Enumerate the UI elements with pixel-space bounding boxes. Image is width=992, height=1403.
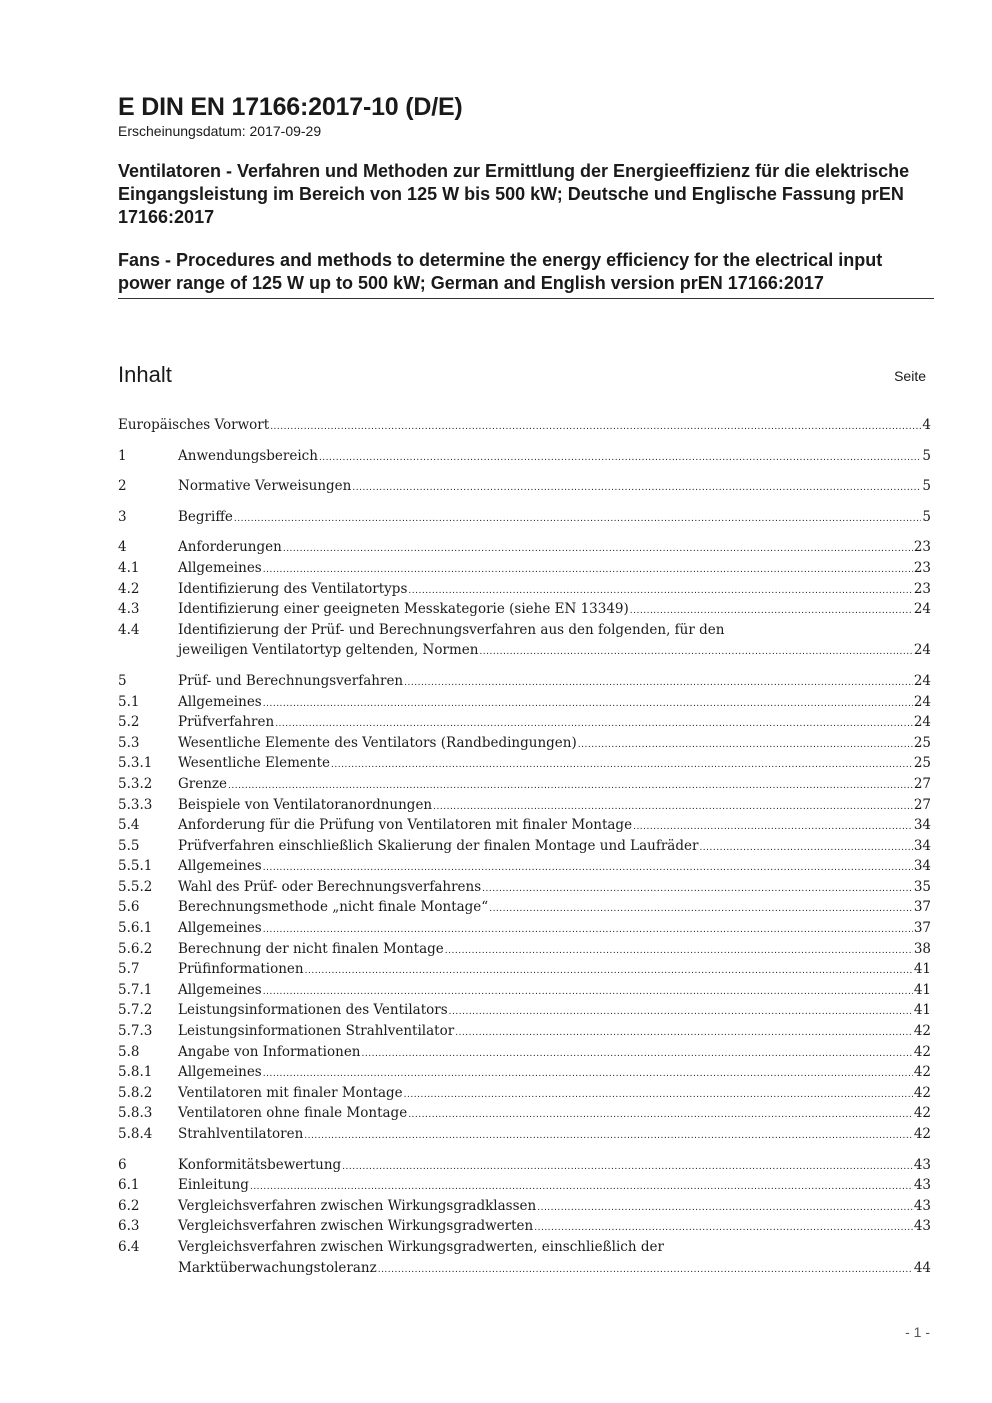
toc-entry-number: 5.8.4 — [118, 1126, 153, 1142]
dot-leader — [633, 815, 913, 838]
toc-entry-number: 5.5 — [118, 837, 140, 854]
toc-entry-line — [118, 415, 931, 438]
toc-entry-title: Allgemeines — [178, 559, 262, 576]
toc-entry[interactable] — [118, 733, 931, 754]
toc-entry-title: Allgemeines — [178, 981, 262, 998]
dot-leader — [263, 918, 913, 941]
toc-entry-number: 5.3.1 — [118, 755, 153, 772]
dot-leader — [404, 671, 913, 694]
toc-entry-page: 24 — [913, 642, 931, 659]
toc-entry-page: 27 — [913, 796, 931, 813]
dot-leader — [404, 1083, 913, 1106]
toc-entry-title: Anwendungsbereich — [178, 447, 318, 464]
toc-entry-number: 6.1 — [118, 1177, 140, 1194]
dot-leader — [263, 980, 913, 1003]
toc-entry-line — [178, 753, 931, 776]
toc-entry[interactable] — [118, 415, 931, 436]
toc-entry-title: Allgemeines — [178, 920, 262, 937]
toc-entry-title: Prüf- und Berechnungsverfahren — [178, 672, 404, 689]
toc-entry[interactable] — [118, 537, 931, 558]
toc-entry[interactable] — [118, 1042, 931, 1063]
toc-entry-continuation[interactable] — [118, 640, 931, 661]
toc-entry[interactable] — [118, 836, 931, 857]
toc-entry-title: Prüfverfahren einschließlich Skalierung der finalen Montage und Laufräder — [178, 837, 699, 854]
toc-entry-title: Prüfinformationen — [178, 961, 304, 978]
toc-entry-title: Strahlventilatoren — [178, 1126, 304, 1142]
dot-leader — [699, 836, 912, 859]
toc-entry-page: 42 — [913, 1043, 931, 1060]
toc-entry[interactable] — [118, 1021, 931, 1042]
toc-entry-line — [178, 446, 931, 469]
toc-entry-page: 43 — [913, 1218, 931, 1235]
toc-entry[interactable] — [118, 877, 931, 898]
toc-entry-number: 6 — [118, 1156, 127, 1173]
toc-entry-title: Vergleichsverfahren zwischen Wirkungsgradwerten — [178, 1218, 534, 1235]
dot-leader — [534, 1216, 913, 1239]
toc-entry-number: 5.6.2 — [118, 940, 153, 957]
dot-leader — [228, 774, 913, 797]
toc-entry-line — [178, 733, 931, 756]
toc-entry-line — [178, 1042, 931, 1065]
toc-entry[interactable] — [118, 620, 931, 641]
toc-entry-title: Wesentliche Elemente des Ventilators (Randbedingungen) — [178, 734, 577, 751]
toc-entry-line — [178, 980, 931, 1003]
dot-leader — [378, 1258, 913, 1281]
toc-entry-page: 44 — [913, 1259, 931, 1276]
toc-page-label: Seite — [894, 368, 926, 384]
toc-entry-line — [178, 795, 931, 818]
toc-entry-title-continued: Marktüberwachungstoleranz — [178, 1259, 377, 1276]
dot-leader — [445, 939, 913, 962]
dot-leader — [537, 1196, 913, 1219]
toc-entry-line — [178, 640, 931, 663]
toc-entry-number: 5.7.1 — [118, 981, 153, 998]
toc-entry-line — [178, 1000, 931, 1023]
toc-entry-number: 5.8 — [118, 1043, 140, 1060]
toc-entry-title: Identifizierung des Ventilatortyps — [178, 580, 408, 597]
toc-entry-page: 4 — [922, 417, 931, 433]
toc-entry-title: Ventilatoren mit finaler Montage — [178, 1084, 403, 1101]
dot-leader — [283, 537, 913, 560]
toc-entry-number: 6.2 — [118, 1197, 140, 1214]
toc-entry-number: 5.7 — [118, 961, 140, 978]
toc-entry-title: Konformitätsbewertung — [178, 1156, 342, 1173]
toc-entry[interactable] — [118, 507, 931, 528]
toc-entry-page: 43 — [913, 1177, 931, 1194]
dot-leader — [630, 599, 913, 622]
toc-entry[interactable] — [118, 918, 931, 939]
toc-entry-page: 23 — [913, 559, 931, 576]
toc-entry-page: 5 — [922, 508, 931, 525]
dot-leader — [331, 753, 913, 776]
dot-leader — [449, 1000, 913, 1023]
dot-leader — [263, 856, 913, 879]
toc-entry-page: 43 — [913, 1156, 931, 1173]
toc-entry[interactable] — [118, 1124, 931, 1145]
toc-entry-page: 25 — [913, 734, 931, 751]
toc-entry-title: Allgemeines — [178, 693, 262, 710]
toc-entry-number: 5.8.1 — [118, 1064, 153, 1081]
toc-entry-line — [178, 1196, 931, 1219]
toc-entry[interactable] — [118, 1237, 931, 1258]
toc-entry-title: Allgemeines — [178, 1064, 262, 1081]
toc-entry[interactable] — [118, 856, 931, 877]
dot-leader — [263, 692, 913, 715]
toc-entry[interactable] — [118, 795, 931, 816]
dot-leader — [479, 640, 912, 663]
dot-leader — [275, 712, 913, 735]
toc-entry-page: 27 — [913, 775, 931, 792]
toc-entry-title: Leistungsinformationen des Ventilators — [178, 1002, 448, 1019]
toc-entry-line — [178, 1083, 931, 1106]
toc-entry-page: 43 — [913, 1197, 931, 1214]
toc-entry-number: 5.7.2 — [118, 1002, 153, 1019]
toc-entry-number: 3 — [118, 508, 127, 525]
toc-entry[interactable] — [118, 1155, 931, 1176]
toc-entry-number: 6.3 — [118, 1218, 140, 1235]
title-english: Fans - Procedures and methods to determine the energy efficiency for the electrical input power range of 125 W up to 500 kW; German and English version prEN 17166:2017 — [118, 250, 883, 293]
toc-entry-title: Ventilatoren ohne finale Montage — [178, 1105, 408, 1122]
document-id: E DIN EN 17166:2017-10 (D/E) — [118, 93, 463, 121]
dot-leader — [489, 897, 913, 920]
toc-entry[interactable] — [118, 1196, 931, 1217]
toc-entry-page: 42 — [913, 1064, 931, 1081]
table-of-contents — [118, 415, 931, 1278]
toc-entry[interactable] — [118, 712, 931, 733]
toc-entry[interactable] — [118, 1062, 931, 1083]
toc-entry-title: Begriffe — [178, 508, 233, 525]
toc-entry-line — [178, 476, 931, 499]
toc-entry-number: 4.3 — [118, 601, 140, 618]
toc-entry-title: Anforderung für die Prüfung von Ventilatoren mit finaler Montage — [178, 817, 633, 834]
toc-entry-page: 5 — [922, 478, 931, 495]
toc-entry-page: 35 — [913, 878, 931, 895]
toc-entry-title: Allgemeines — [178, 858, 262, 875]
toc-entry-line — [178, 692, 931, 715]
dot-leader — [342, 1155, 913, 1178]
dot-leader — [263, 558, 913, 581]
toc-entry-number: 4 — [118, 539, 127, 556]
dot-leader — [250, 1175, 913, 1198]
toc-entry-title: Einleitung — [178, 1177, 249, 1194]
toc-entry[interactable] — [118, 897, 931, 918]
toc-entry-title: Vergleichsverfahren zwischen Wirkungsgradwerten, einschließlich der — [178, 1238, 664, 1255]
toc-entry-number: 5.1 — [118, 693, 140, 710]
toc-entry-title: Europäisches Vorwort — [118, 417, 270, 433]
toc-entry-title: Normative Verweisungen — [178, 478, 352, 495]
toc-entry-page: 24 — [913, 714, 931, 731]
toc-entry-title: Berechnungsmethode „nicht finale Montage“ — [178, 899, 489, 916]
toc-entry-line — [178, 1258, 931, 1281]
dot-leader — [352, 476, 921, 499]
toc-entry-number: 4.2 — [118, 580, 140, 597]
toc-entry[interactable] — [118, 753, 931, 774]
toc-entry[interactable] — [118, 774, 931, 795]
toc-entry-page: 41 — [913, 981, 931, 998]
toc-entry-title: Grenze — [178, 775, 228, 792]
toc-entry-title: Vergleichsverfahren zwischen Wirkungsgradklassen — [178, 1197, 537, 1214]
dot-leader — [408, 1103, 913, 1126]
toc-entry-title: Leistungsinformationen Strahlventilator — [178, 1023, 455, 1040]
toc-entry-title: Identifizierung einer geeigneten Messkategorie (siehe EN 13349) — [178, 601, 629, 618]
dot-leader — [578, 733, 913, 756]
toc-heading-row — [118, 361, 926, 389]
toc-entry-number: 5.7.3 — [118, 1023, 153, 1040]
toc-entry-page: 42 — [913, 1126, 931, 1142]
toc-entry[interactable] — [118, 1103, 931, 1124]
document-header — [118, 92, 934, 299]
toc-entry-title: Berechnung der nicht finalen Montage — [178, 940, 444, 957]
toc-entry-page: 34 — [913, 817, 931, 834]
toc-entry-line — [178, 918, 931, 941]
toc-entry-page: 24 — [913, 601, 931, 618]
toc-entry-title: Wahl des Prüf- oder Berechnungsverfahrens — [178, 878, 482, 895]
toc-entry-line — [178, 1216, 931, 1239]
toc-entry-number: 1 — [118, 447, 127, 464]
toc-entry-page: 41 — [913, 961, 931, 978]
toc-entry-page: 37 — [913, 920, 931, 937]
toc-entry-number: 5.3 — [118, 734, 140, 751]
toc-entry-page: 38 — [913, 940, 931, 957]
toc-entry-line — [178, 579, 931, 602]
toc-entry-page: 42 — [913, 1084, 931, 1101]
toc-entry[interactable] — [118, 579, 931, 600]
toc-entry[interactable] — [118, 476, 931, 497]
publication-date: Erscheinungsdatum: 2017-09-29 — [118, 123, 322, 139]
toc-entry[interactable] — [118, 558, 931, 579]
dot-leader — [304, 1124, 913, 1147]
toc-entry-page: 42 — [913, 1023, 931, 1040]
toc-entry[interactable] — [118, 1000, 931, 1021]
dot-leader — [408, 579, 912, 602]
toc-entry-line — [178, 836, 931, 859]
toc-entry-title: Identifizierung der Prüf- und Berechnungsverfahren aus den folgenden, für den — [178, 621, 725, 638]
toc-entry-page: 34 — [913, 837, 931, 854]
toc-entry[interactable] — [118, 1175, 931, 1196]
toc-entry-number: 5.3.2 — [118, 775, 153, 792]
toc-entry-line — [178, 1124, 931, 1147]
toc-entry-page: 5 — [922, 447, 931, 464]
toc-entry-number: 5.2 — [118, 714, 140, 731]
dot-leader — [362, 1042, 913, 1065]
toc-entry-page: 24 — [913, 672, 931, 689]
toc-title: Inhalt — [118, 362, 172, 387]
toc-entry[interactable] — [118, 599, 931, 620]
toc-entry-line — [178, 1021, 931, 1044]
toc-entry-page: 34 — [913, 858, 931, 875]
dot-leader — [305, 959, 913, 982]
toc-entry[interactable] — [118, 980, 931, 1001]
toc-entry-line — [178, 1155, 931, 1178]
toc-entry-line — [178, 1175, 931, 1198]
toc-entry[interactable] — [118, 939, 931, 960]
toc-entry-line — [178, 1062, 931, 1085]
toc-entry-line — [178, 774, 931, 797]
dot-leader — [319, 446, 921, 469]
toc-entry-page: 42 — [913, 1105, 931, 1122]
toc-entry-line — [178, 815, 931, 838]
toc-entry-line — [178, 537, 931, 560]
toc-entry-page: 23 — [913, 539, 931, 556]
toc-entry-page: 37 — [913, 899, 931, 916]
title-german: Ventilatoren - Verfahren und Methoden zur Ermittlung der Energieeffizienz für die elektrische Eingangsleistung im Bereich von 125 W bis 500 kW; Deutsche und Englische Fassung prEN 17166:2017 — [118, 161, 910, 227]
dot-leader — [270, 415, 921, 438]
toc-entry-number: 2 — [118, 478, 127, 495]
toc-entry[interactable] — [118, 1216, 931, 1237]
toc-entry-line — [178, 939, 931, 962]
toc-entry-line — [178, 856, 931, 879]
toc-entry-number: 4.1 — [118, 559, 140, 576]
toc-entry-number: 5.5.1 — [118, 858, 153, 875]
toc-entry-line — [178, 877, 931, 900]
toc-entry-line — [178, 599, 931, 622]
dot-leader — [263, 1062, 913, 1085]
toc-entry-line — [178, 959, 931, 982]
toc-entry-number: 5.6 — [118, 899, 140, 916]
toc-entry-number: 5.6.1 — [118, 920, 153, 937]
toc-entry-title-continued: jeweiligen Ventilatortyp geltenden, Normen — [178, 642, 479, 659]
toc-entry-number: 4.4 — [118, 621, 140, 638]
toc-entry[interactable] — [118, 692, 931, 713]
dot-leader — [433, 795, 913, 818]
toc-entry[interactable] — [118, 446, 931, 467]
dot-leader — [482, 877, 913, 900]
toc-entry-line — [178, 1103, 931, 1126]
toc-entry-number: 5.3.3 — [118, 796, 153, 813]
toc-entry-number: 5.8.3 — [118, 1105, 153, 1122]
toc-entry-line — [178, 712, 931, 735]
header-divider — [118, 298, 934, 299]
toc-entry-title: Prüfverfahren — [178, 714, 275, 731]
toc-entry-number: 5.8.2 — [118, 1084, 153, 1101]
toc-entry-line — [178, 897, 931, 920]
toc-entry[interactable] — [118, 959, 931, 980]
dot-leader — [234, 507, 922, 530]
toc-entry-number: 5 — [118, 672, 127, 689]
toc-entry-title: Angabe von Informationen — [178, 1043, 361, 1060]
page-number: - 1 - — [905, 1324, 930, 1340]
toc-entry-number: 6.4 — [118, 1238, 140, 1255]
toc-entry-continuation[interactable] — [118, 1258, 931, 1279]
toc-entry-page: 23 — [913, 580, 931, 597]
toc-entry-number: 5.5.2 — [118, 878, 153, 895]
toc-entry-page: 25 — [913, 755, 931, 772]
toc-entry[interactable] — [118, 815, 931, 836]
toc-entry[interactable] — [118, 1083, 931, 1104]
toc-entry-page: 41 — [913, 1002, 931, 1019]
toc-entry-title: Anforderungen — [178, 539, 282, 556]
toc-entry-line — [178, 671, 931, 694]
toc-entry-line — [178, 507, 931, 530]
toc-entry-page: 24 — [913, 693, 931, 710]
toc-entry-line — [178, 558, 931, 581]
toc-entry-title: Wesentliche Elemente — [178, 755, 331, 772]
dot-leader — [455, 1021, 913, 1044]
toc-entry-title: Beispiele von Ventilatoranordnungen — [178, 796, 433, 813]
toc-entry-number: 5.4 — [118, 817, 140, 834]
toc-entry[interactable] — [118, 671, 931, 692]
